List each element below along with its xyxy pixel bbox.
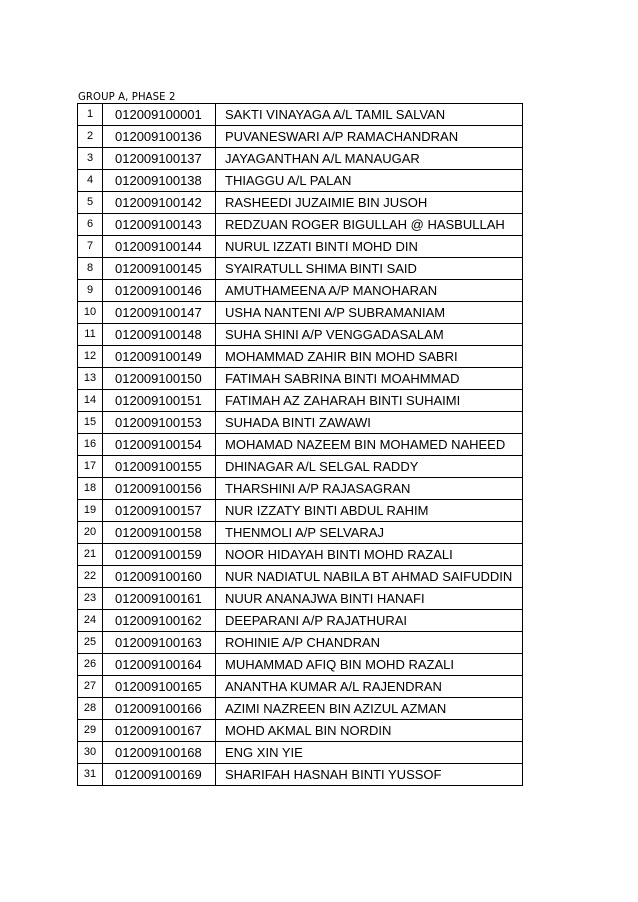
student-name-cell: SUHADA BINTI ZAWAWI — [216, 412, 523, 434]
student-id-cell: 012009100144 — [103, 236, 216, 258]
student-name-cell: THARSHINI A/P RAJASAGRAN — [216, 478, 523, 500]
student-name-cell: NURUL IZZATI BINTI MOHD DIN — [216, 236, 523, 258]
student-name-cell: MUHAMMAD AFIQ BIN MOHD RAZALI — [216, 654, 523, 676]
student-name-cell: RASHEEDI JUZAIMIE BIN JUSOH — [216, 192, 523, 214]
student-id-cell: 012009100143 — [103, 214, 216, 236]
student-name-cell: ANANTHA KUMAR A/L RAJENDRAN — [216, 676, 523, 698]
row-number-cell: 23 — [78, 588, 103, 610]
student-name-cell: NOOR HIDAYAH BINTI MOHD RAZALI — [216, 544, 523, 566]
row-number-cell: 2 — [78, 126, 103, 148]
row-number-cell: 15 — [78, 412, 103, 434]
table-row — [78, 610, 523, 632]
student-id-cell: 012009100148 — [103, 324, 216, 346]
student-id-cell: 012009100163 — [103, 632, 216, 654]
row-number-cell: 18 — [78, 478, 103, 500]
student-id-cell: 012009100160 — [103, 566, 216, 588]
student-name-cell: AZIMI NAZREEN BIN AZIZUL AZMAN — [216, 698, 523, 720]
student-id-cell: 012009100001 — [103, 104, 216, 126]
table-row — [78, 214, 523, 236]
table-row — [78, 126, 523, 148]
student-name-cell: THIAGGU A/L PALAN — [216, 170, 523, 192]
table-row — [78, 478, 523, 500]
table-row — [78, 346, 523, 368]
student-name-cell: ROHINIE A/P CHANDRAN — [216, 632, 523, 654]
student-name-cell: SHARIFAH HASNAH BINTI YUSSOF — [216, 764, 523, 786]
student-id-cell: 012009100169 — [103, 764, 216, 786]
student-name-cell: USHA NANTENI A/P SUBRAMANIAM — [216, 302, 523, 324]
student-id-cell: 012009100153 — [103, 412, 216, 434]
student-id-cell: 012009100154 — [103, 434, 216, 456]
row-number-cell: 30 — [78, 742, 103, 764]
table-row — [78, 698, 523, 720]
row-number-cell: 24 — [78, 610, 103, 632]
student-id-cell: 012009100168 — [103, 742, 216, 764]
student-name-cell: SYAIRATULL SHIMA BINTI SAID — [216, 258, 523, 280]
row-number-cell: 19 — [78, 500, 103, 522]
student-name-cell: MOHAMAD NAZEEM BIN MOHAMED NAHEED — [216, 434, 523, 456]
table-row — [78, 588, 523, 610]
table-row — [78, 764, 523, 786]
table-row — [78, 104, 523, 126]
student-name-cell: NUUR ANANAJWA BINTI HANAFI — [216, 588, 523, 610]
row-number-cell: 10 — [78, 302, 103, 324]
table-row — [78, 522, 523, 544]
row-number-cell: 17 — [78, 456, 103, 478]
student-name-cell: MOHD AKMAL BIN NORDIN — [216, 720, 523, 742]
row-number-cell: 9 — [78, 280, 103, 302]
student-name-cell: FATIMAH SABRINA BINTI MOAHMMAD — [216, 368, 523, 390]
row-number-cell: 14 — [78, 390, 103, 412]
row-number-cell: 1 — [78, 104, 103, 126]
student-name-cell: PUVANESWARI A/P RAMACHANDRAN — [216, 126, 523, 148]
table-row — [78, 720, 523, 742]
student-name-cell: DEEPARANI A/P RAJATHURAI — [216, 610, 523, 632]
student-id-cell: 012009100146 — [103, 280, 216, 302]
row-number-cell: 12 — [78, 346, 103, 368]
student-name-cell: REDZUAN ROGER BIGULLAH @ HASBULLAH — [216, 214, 523, 236]
student-name-cell: FATIMAH AZ ZAHARAH BINTI SUHAIMI — [216, 390, 523, 412]
row-number-cell: 21 — [78, 544, 103, 566]
row-number-cell: 26 — [78, 654, 103, 676]
student-id-cell: 012009100136 — [103, 126, 216, 148]
table-row — [78, 280, 523, 302]
student-name-cell: MOHAMMAD ZAHIR BIN MOHD SABRI — [216, 346, 523, 368]
table-row — [78, 236, 523, 258]
table-row — [78, 368, 523, 390]
row-number-cell: 28 — [78, 698, 103, 720]
table-row — [78, 566, 523, 588]
student-id-cell: 012009100150 — [103, 368, 216, 390]
row-number-cell: 3 — [78, 148, 103, 170]
student-roster-table — [77, 103, 523, 786]
row-number-cell: 11 — [78, 324, 103, 346]
student-name-cell: THENMOLI A/P SELVARAJ — [216, 522, 523, 544]
row-number-cell: 7 — [78, 236, 103, 258]
student-id-cell: 012009100162 — [103, 610, 216, 632]
student-name-cell: JAYAGANTHAN A/L MANAUGAR — [216, 148, 523, 170]
student-name-cell: DHINAGAR A/L SELGAL RADDY — [216, 456, 523, 478]
student-id-cell: 012009100157 — [103, 500, 216, 522]
student-id-cell: 012009100165 — [103, 676, 216, 698]
student-id-cell: 012009100147 — [103, 302, 216, 324]
student-name-cell: ENG XIN YIE — [216, 742, 523, 764]
student-id-cell: 012009100159 — [103, 544, 216, 566]
row-number-cell: 16 — [78, 434, 103, 456]
table-row — [78, 742, 523, 764]
row-number-cell: 20 — [78, 522, 103, 544]
student-id-cell: 012009100145 — [103, 258, 216, 280]
table-row — [78, 544, 523, 566]
row-number-cell: 6 — [78, 214, 103, 236]
student-id-cell: 012009100167 — [103, 720, 216, 742]
row-number-cell: 29 — [78, 720, 103, 742]
student-id-cell: 012009100166 — [103, 698, 216, 720]
student-name-cell: SUHA SHINI A/P VENGGADASALAM — [216, 324, 523, 346]
student-id-cell: 012009100156 — [103, 478, 216, 500]
student-id-cell: 012009100161 — [103, 588, 216, 610]
page-heading: GROUP A, PHASE 2 — [78, 90, 176, 103]
student-name-cell: AMUTHAMEENA A/P MANOHARAN — [216, 280, 523, 302]
row-number-cell: 13 — [78, 368, 103, 390]
student-name-cell: SAKTI VINAYAGA A/L TAMIL SALVAN — [216, 104, 523, 126]
table-row — [78, 412, 523, 434]
student-id-cell: 012009100138 — [103, 170, 216, 192]
student-id-cell: 012009100155 — [103, 456, 216, 478]
student-id-cell: 012009100137 — [103, 148, 216, 170]
student-name-cell: NUR NADIATUL NABILA BT AHMAD SAIFUDDIN — [216, 566, 523, 588]
table-row — [78, 500, 523, 522]
row-number-cell: 8 — [78, 258, 103, 280]
table-row — [78, 170, 523, 192]
student-name-cell: NUR IZZATY BINTI ABDUL RAHIM — [216, 500, 523, 522]
student-id-cell: 012009100164 — [103, 654, 216, 676]
row-number-cell: 4 — [78, 170, 103, 192]
row-number-cell: 31 — [78, 764, 103, 786]
roster-table-body — [78, 104, 523, 786]
row-number-cell: 22 — [78, 566, 103, 588]
row-number-cell: 5 — [78, 192, 103, 214]
table-row — [78, 654, 523, 676]
table-row — [78, 324, 523, 346]
table-row — [78, 258, 523, 280]
table-row — [78, 192, 523, 214]
table-row — [78, 390, 523, 412]
row-number-cell: 25 — [78, 632, 103, 654]
row-number-cell: 27 — [78, 676, 103, 698]
table-row — [78, 434, 523, 456]
table-row — [78, 632, 523, 654]
table-row — [78, 676, 523, 698]
student-id-cell: 012009100158 — [103, 522, 216, 544]
table-row — [78, 148, 523, 170]
student-id-cell: 012009100142 — [103, 192, 216, 214]
table-row — [78, 456, 523, 478]
student-id-cell: 012009100151 — [103, 390, 216, 412]
student-id-cell: 012009100149 — [103, 346, 216, 368]
table-row — [78, 302, 523, 324]
